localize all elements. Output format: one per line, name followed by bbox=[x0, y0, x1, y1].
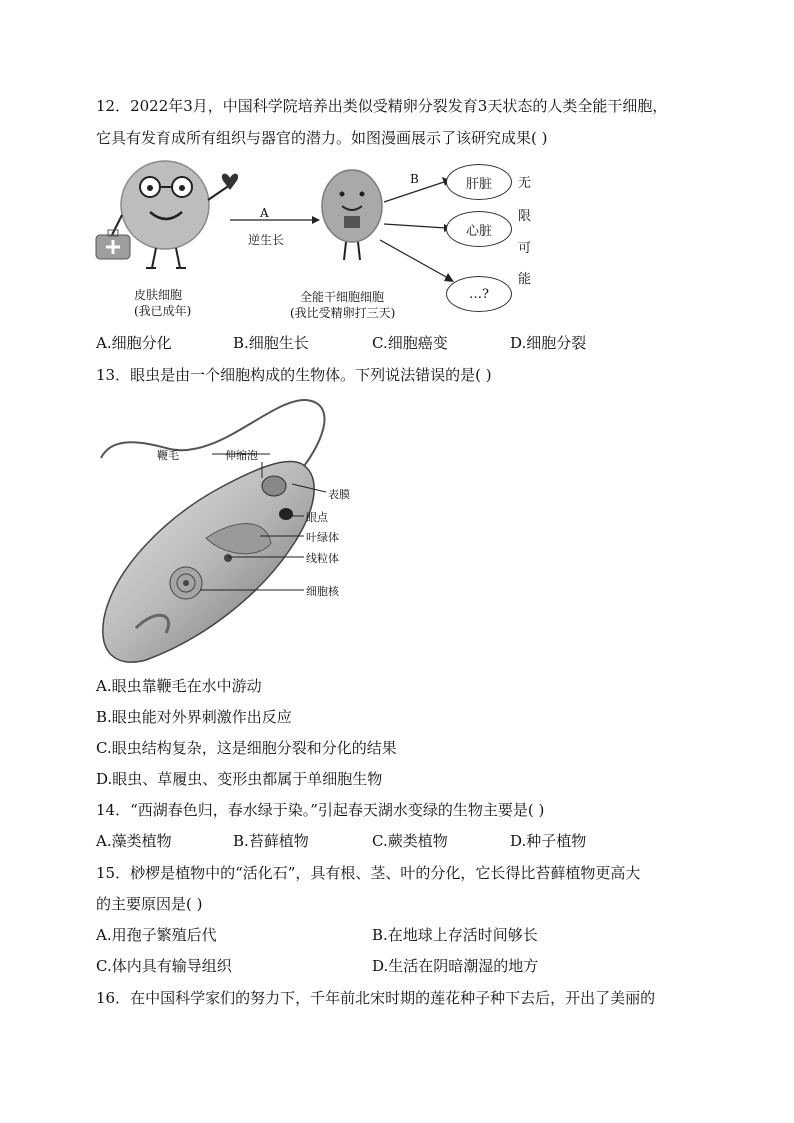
stem-cell-subcaption: (我比受精卵打三天) bbox=[290, 306, 396, 320]
q13-option-a[interactable]: A.眼虫靠鞭毛在水中游动 bbox=[96, 677, 262, 695]
side-text-char: 无 bbox=[518, 176, 532, 191]
organ-bubble-unknown-label: …? bbox=[469, 286, 489, 302]
q13-option-d[interactable]: D.眼虫、草履虫、变形虫都属于单细胞生物 bbox=[96, 770, 383, 788]
q16-stem-line1: 16．在中国科学家们的努力下，千年前北宋时期的莲花种子种下去后，开出了美丽的 bbox=[96, 989, 656, 1007]
skin-cell-character bbox=[96, 161, 238, 268]
label-nucleus: 细胞核 bbox=[306, 585, 339, 598]
label-membrane: 表膜 bbox=[328, 488, 350, 501]
q15-option-d[interactable]: D.生活在阴暗潮湿的地方 bbox=[372, 957, 539, 975]
arrow-b-label: B bbox=[410, 172, 419, 186]
q13-stem: 13．眼虫是由一个细胞构成的生物体。下列说法错误的是( ) bbox=[96, 366, 492, 384]
side-text-char: 限 bbox=[518, 209, 532, 224]
label-mitochondria: 线粒体 bbox=[306, 552, 339, 565]
organ-bubble-heart bbox=[446, 211, 512, 247]
side-text-char: 能 bbox=[518, 272, 532, 287]
q13-option-c[interactable]: C.眼虫结构复杂，这是细胞分裂和分化的结果 bbox=[96, 739, 397, 757]
side-text-char: 可 bbox=[518, 241, 532, 256]
organ-bubble-heart-label: 心脏 bbox=[465, 223, 492, 239]
stem-cell-character bbox=[322, 170, 382, 260]
arrow-a-caption: 逆生长 bbox=[248, 233, 285, 247]
q14-option-a[interactable]: A.藻类植物 bbox=[96, 832, 172, 850]
arrow-a-label: A bbox=[260, 206, 269, 220]
q12-option-b[interactable]: B.细胞生长 bbox=[233, 334, 309, 352]
organ-bubble-unknown bbox=[446, 276, 512, 312]
q13-option-b[interactable]: B.眼虫能对外界刺激作出反应 bbox=[96, 708, 292, 726]
label-chloroplast: 叶绿体 bbox=[306, 531, 339, 544]
q15-stem-line2: 的主要原因是( ) bbox=[96, 895, 203, 913]
label-eyespot: 眼点 bbox=[306, 511, 328, 524]
q12-option-a[interactable]: A.细胞分化 bbox=[96, 334, 172, 352]
q12-stem-line1: 12．2022年3月，中国科学院培养出类似受精卵分裂发育3天状态的人类全能干细胞， bbox=[96, 97, 668, 115]
stem-cell-caption: 全能干细胞细胞 bbox=[300, 290, 385, 304]
q14-option-d[interactable]: D.种子植物 bbox=[510, 832, 587, 850]
q12-stem-line2: 它具有发育成所有组织与器官的潜力。如图漫画展示了该研究成果( ) bbox=[96, 129, 548, 147]
organ-bubble-liver bbox=[446, 164, 512, 200]
skin-cell-caption: 皮肤细胞 bbox=[134, 288, 183, 302]
q15-stem-line1: 15．桫椤是植物中的“活化石”，具有根、茎、叶的分化，它长得比苔藓植物更高大 bbox=[96, 864, 641, 882]
q15-option-c[interactable]: C.体内具有输导组织 bbox=[96, 957, 232, 975]
skin-cell-subcaption: (我已成年) bbox=[134, 304, 192, 318]
q14-option-c[interactable]: C.蕨类植物 bbox=[372, 832, 448, 850]
q15-option-b[interactable]: B.在地球上存活时间够长 bbox=[372, 926, 538, 944]
label-flagellum: 鞭毛 bbox=[157, 449, 179, 462]
label-contractile-vacuole: 伸缩泡 bbox=[225, 449, 258, 462]
q15-option-a[interactable]: A.用孢子繁殖后代 bbox=[96, 926, 217, 944]
q12-option-c[interactable]: C.细胞癌变 bbox=[372, 334, 448, 352]
q12-option-d[interactable]: D.细胞分裂 bbox=[510, 334, 587, 352]
q14-option-b[interactable]: B.苔藓植物 bbox=[233, 832, 309, 850]
q14-stem: 14．“西湖春色归，春水绿于染。”引起春天湖水变绿的生物主要是( ) bbox=[96, 801, 545, 819]
organ-bubble-liver-label: 肝脏 bbox=[465, 176, 492, 192]
